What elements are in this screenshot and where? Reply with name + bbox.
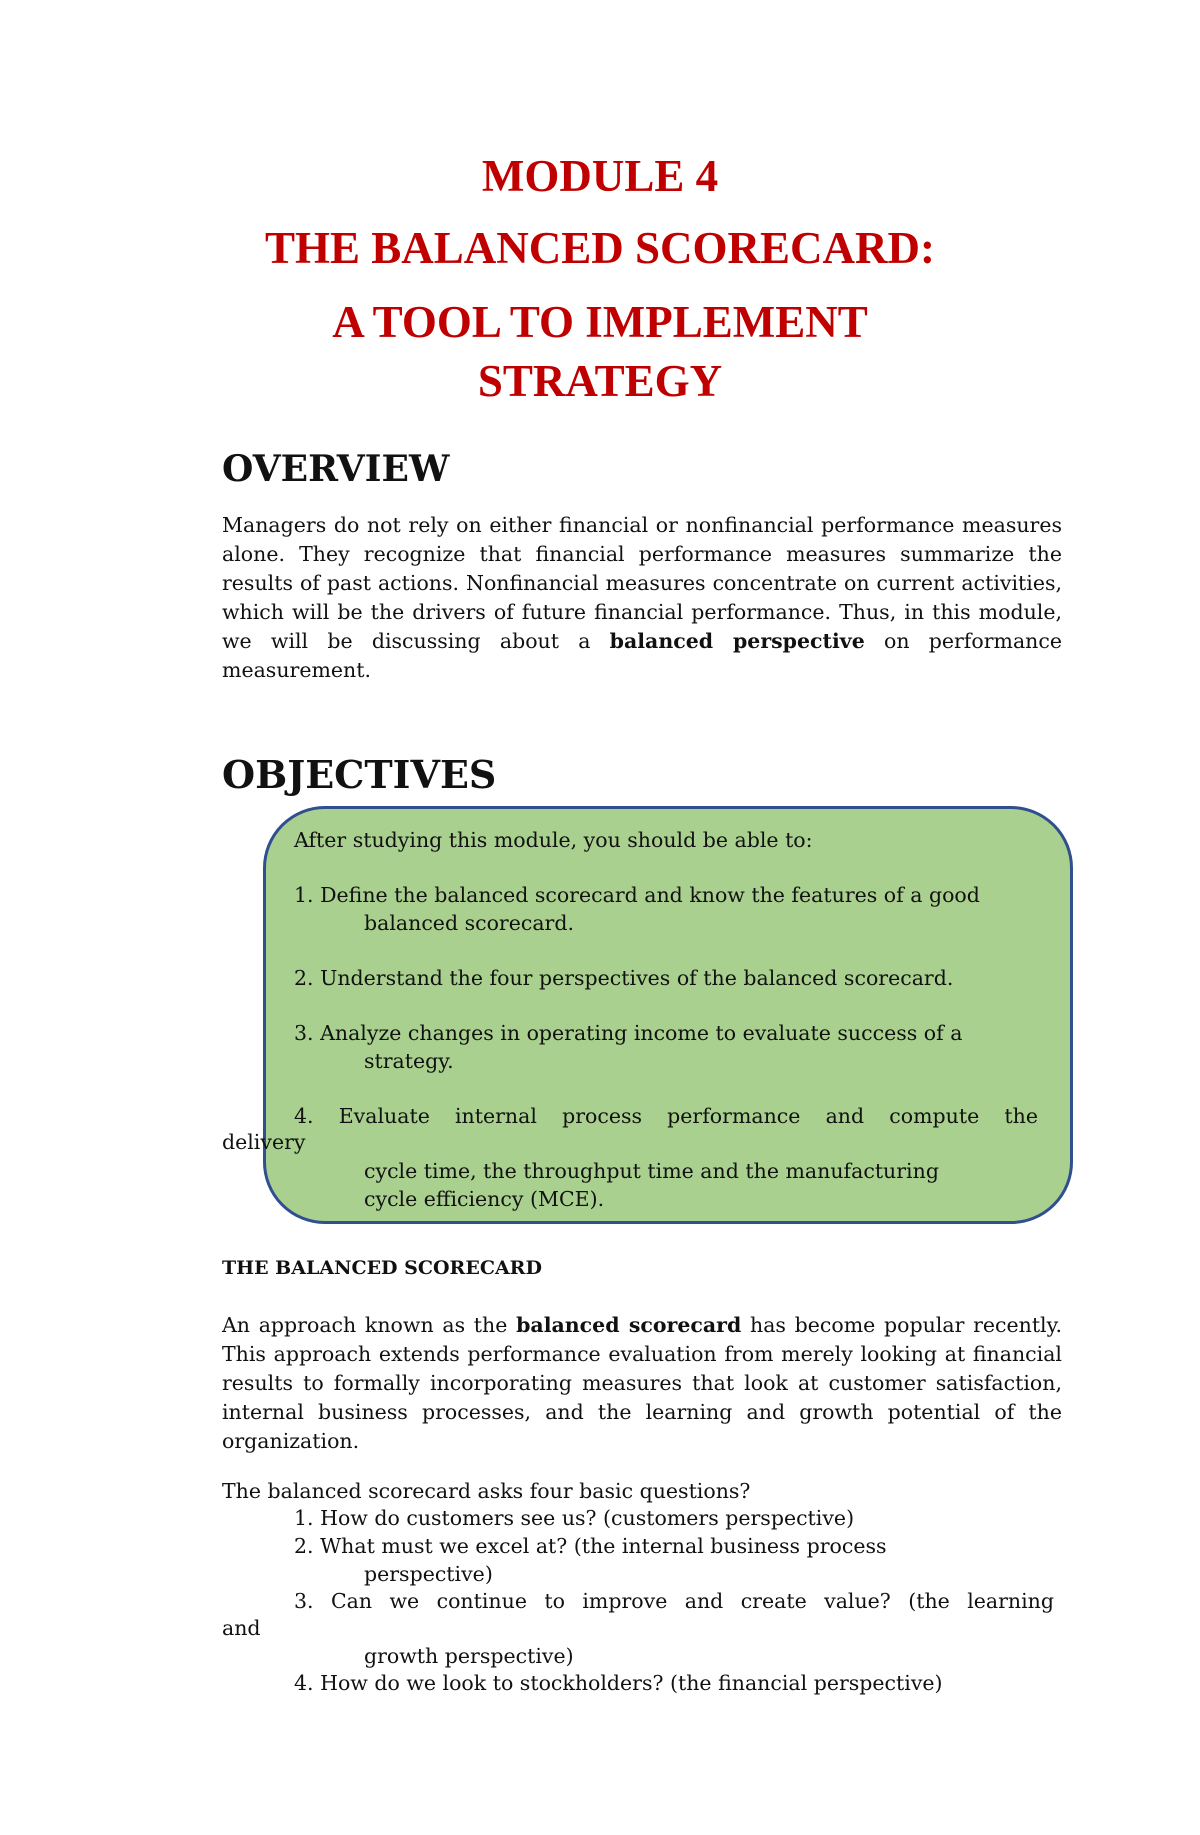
objective-2: 2. Understand the four perspectives of the balanced scorecard. — [294, 966, 954, 990]
module-number: MODULE 4 — [481, 151, 719, 201]
bsc-bold-phrase: balanced scorecard — [516, 1313, 742, 1337]
question-3-line-1: 3. Can we continue to improve and create value? (the learning — [294, 1589, 1054, 1613]
question-1: 1. How do customers see us? (customers perspective) — [294, 1506, 855, 1530]
overview-text-part-2: on performance measurement. — [222, 629, 1063, 682]
module-title-line-2: A TOOL TO IMPLEMENT — [332, 297, 868, 347]
bsc-text-part-2: has become popular recently. This approach extends performance evaluation from merely looking at financial results to formally incorporating measures that look at customer satisfaction, internal business processes, and the learning and growth potential of the organization. — [222, 1313, 1062, 1453]
module-title-line-1: THE BALANCED SCORECARD: — [264, 223, 936, 273]
balanced-scorecard-paragraph — [222, 1311, 1062, 1456]
bsc-text-part-1: An approach known as the — [222, 1313, 517, 1337]
overview-heading: OVERVIEW — [222, 448, 450, 490]
objective-4-line-2: cycle time, the throughput time and the manufacturing — [364, 1159, 939, 1183]
questions-intro: The balanced scorecard asks four basic questions? — [222, 1479, 751, 1503]
objective-1-line-2: balanced scorecard. — [364, 911, 574, 935]
question-2-line-2: perspective) — [364, 1562, 493, 1586]
objective-4-line-3: cycle efficiency (MCE). — [364, 1187, 605, 1211]
objective-1-line-1: 1. Define the balanced scorecard and know the features of a good — [294, 883, 980, 907]
objective-4-line-1: 4. Evaluate internal process performance and compute the — [294, 1104, 1038, 1128]
balanced-scorecard-heading: THE BALANCED SCORECARD — [222, 1257, 542, 1279]
objectives-intro: After studying this module, you should be able to: — [294, 828, 813, 852]
question-3-line-2: growth perspective) — [364, 1644, 574, 1668]
module-title-line-3: STRATEGY — [477, 356, 723, 406]
question-2-line-1: 2. What must we excel at? (the internal business process — [294, 1534, 887, 1558]
question-4: 4. How do we look to stockholders? (the financial perspective) — [294, 1671, 943, 1695]
overview-text-part-1: Managers do not rely on either financial or nonfinancial performance measures alone. They recognize that financial performance measures summarize the results of past actions. Nonfinancial measures concentrate on current activities, which will be the drivers of future financial performance. Thus, in this module, we will be discussing about a — [222, 513, 1062, 653]
objective-3-line-2: strategy. — [364, 1049, 454, 1073]
objective-4-overflow: delivery — [222, 1130, 306, 1154]
question-3-overflow: and — [222, 1616, 261, 1640]
overview-bold-phrase: balanced perspective — [609, 629, 865, 653]
objective-3-line-1: 3. Analyze changes in operating income to evaluate success of a — [294, 1021, 963, 1045]
objectives-heading: OBJECTIVES — [222, 752, 497, 797]
overview-paragraph — [222, 511, 1062, 685]
